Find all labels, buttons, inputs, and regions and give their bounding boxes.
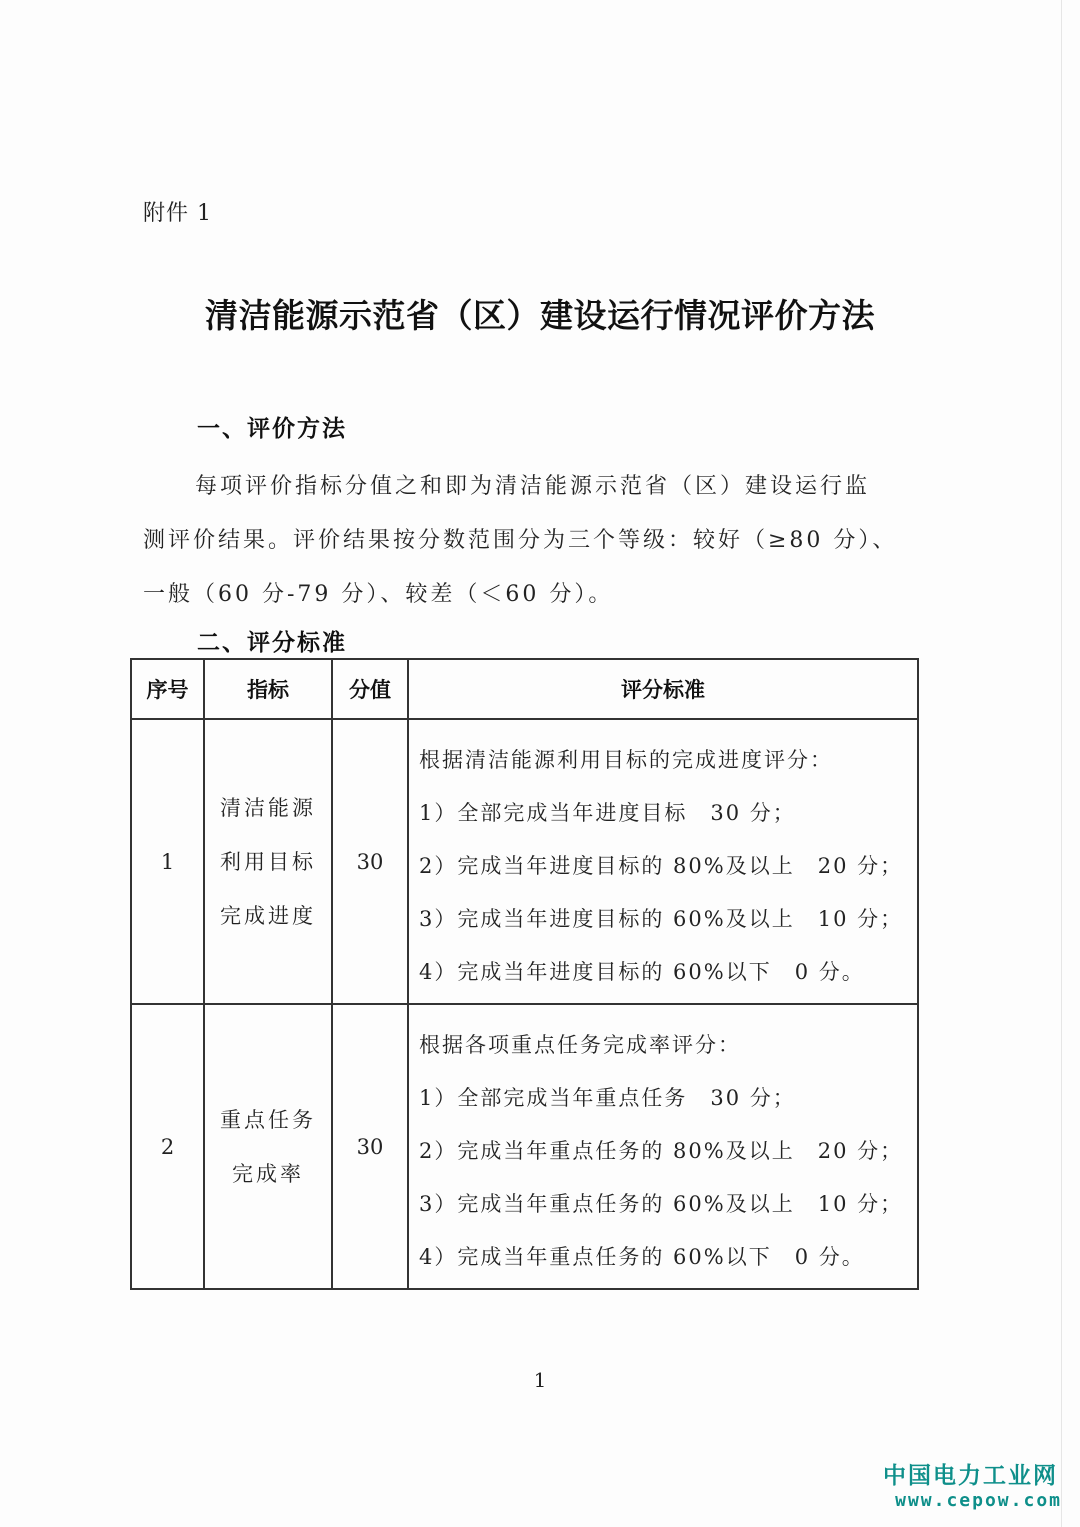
criteria-line: 3）完成当年重点任务的 60%及以上 10 分； (419, 1192, 904, 1216)
criteria-cell (408, 719, 918, 1004)
row-number: 2 (131, 1004, 204, 1289)
column-header-indicator: 指标 (204, 659, 332, 719)
column-header-no: 序号 (131, 659, 204, 719)
criteria-line: 1）全部完成当年重点任务 30 分； (419, 1086, 796, 1110)
indicator-line: 清洁能源 (220, 795, 316, 820)
watermark-site-name: 中国电力工业网 (883, 1463, 1058, 1489)
paragraph-line: 一般（60 分-79 分）、较差（＜60 分）。 (143, 582, 614, 607)
attachment-label: 附件 1 (143, 201, 212, 226)
criteria-cell (408, 1004, 918, 1289)
watermark-site-url: www.cepow.com (895, 1490, 1062, 1511)
method-paragraph (143, 460, 913, 622)
score-value: 30 (332, 719, 408, 1004)
indicator-line: 重点任务 (220, 1107, 316, 1132)
column-header-criteria: 评分标准 (408, 659, 918, 719)
criteria-line: 1）全部完成当年进度目标 30 分； (419, 801, 796, 825)
indicator-cell (204, 1004, 332, 1289)
column-header-value: 分值 (332, 659, 408, 719)
criteria-line: 4）完成当年重点任务的 60%以下 0 分。 (419, 1245, 865, 1269)
indicator-line: 完成率 (232, 1161, 304, 1186)
section-heading-criteria: 二、评分标准 (197, 630, 347, 656)
table-header-row (131, 659, 918, 719)
paragraph-line: 测评价结果。评价结果按分数范围分为三个等级：较好（≥80 分）、 (143, 528, 898, 553)
indicator-line: 完成进度 (220, 903, 316, 928)
paragraph-line: 每项评价指标分值之和即为清洁能源示范省（区）建设运行监 (195, 474, 871, 499)
indicator-cell (204, 719, 332, 1004)
criteria-line: 2）完成当年进度目标的 80%及以上 20 分； (419, 854, 904, 878)
table-row (131, 1004, 918, 1289)
document-title: 清洁能源示范省（区）建设运行情况评价方法 (205, 296, 875, 335)
page-number: 1 (533, 1368, 547, 1392)
criteria-line: 2）完成当年重点任务的 80%及以上 20 分； (419, 1139, 904, 1163)
section-heading-method: 一、评价方法 (197, 416, 347, 442)
criteria-line: 4）完成当年进度目标的 60%以下 0 分。 (419, 960, 865, 984)
criteria-line: 3）完成当年进度目标的 60%及以上 10 分； (419, 907, 904, 931)
indicator-line: 利用目标 (220, 849, 316, 874)
row-number: 1 (131, 719, 204, 1004)
table-row (131, 719, 918, 1004)
criteria-line: 根据清洁能源利用目标的完成进度评分： (419, 748, 833, 772)
scoring-table (130, 658, 919, 1290)
scan-edge-line (1061, 0, 1062, 1527)
score-value: 30 (332, 1004, 408, 1289)
criteria-line: 根据各项重点任务完成率评分： (419, 1033, 741, 1057)
